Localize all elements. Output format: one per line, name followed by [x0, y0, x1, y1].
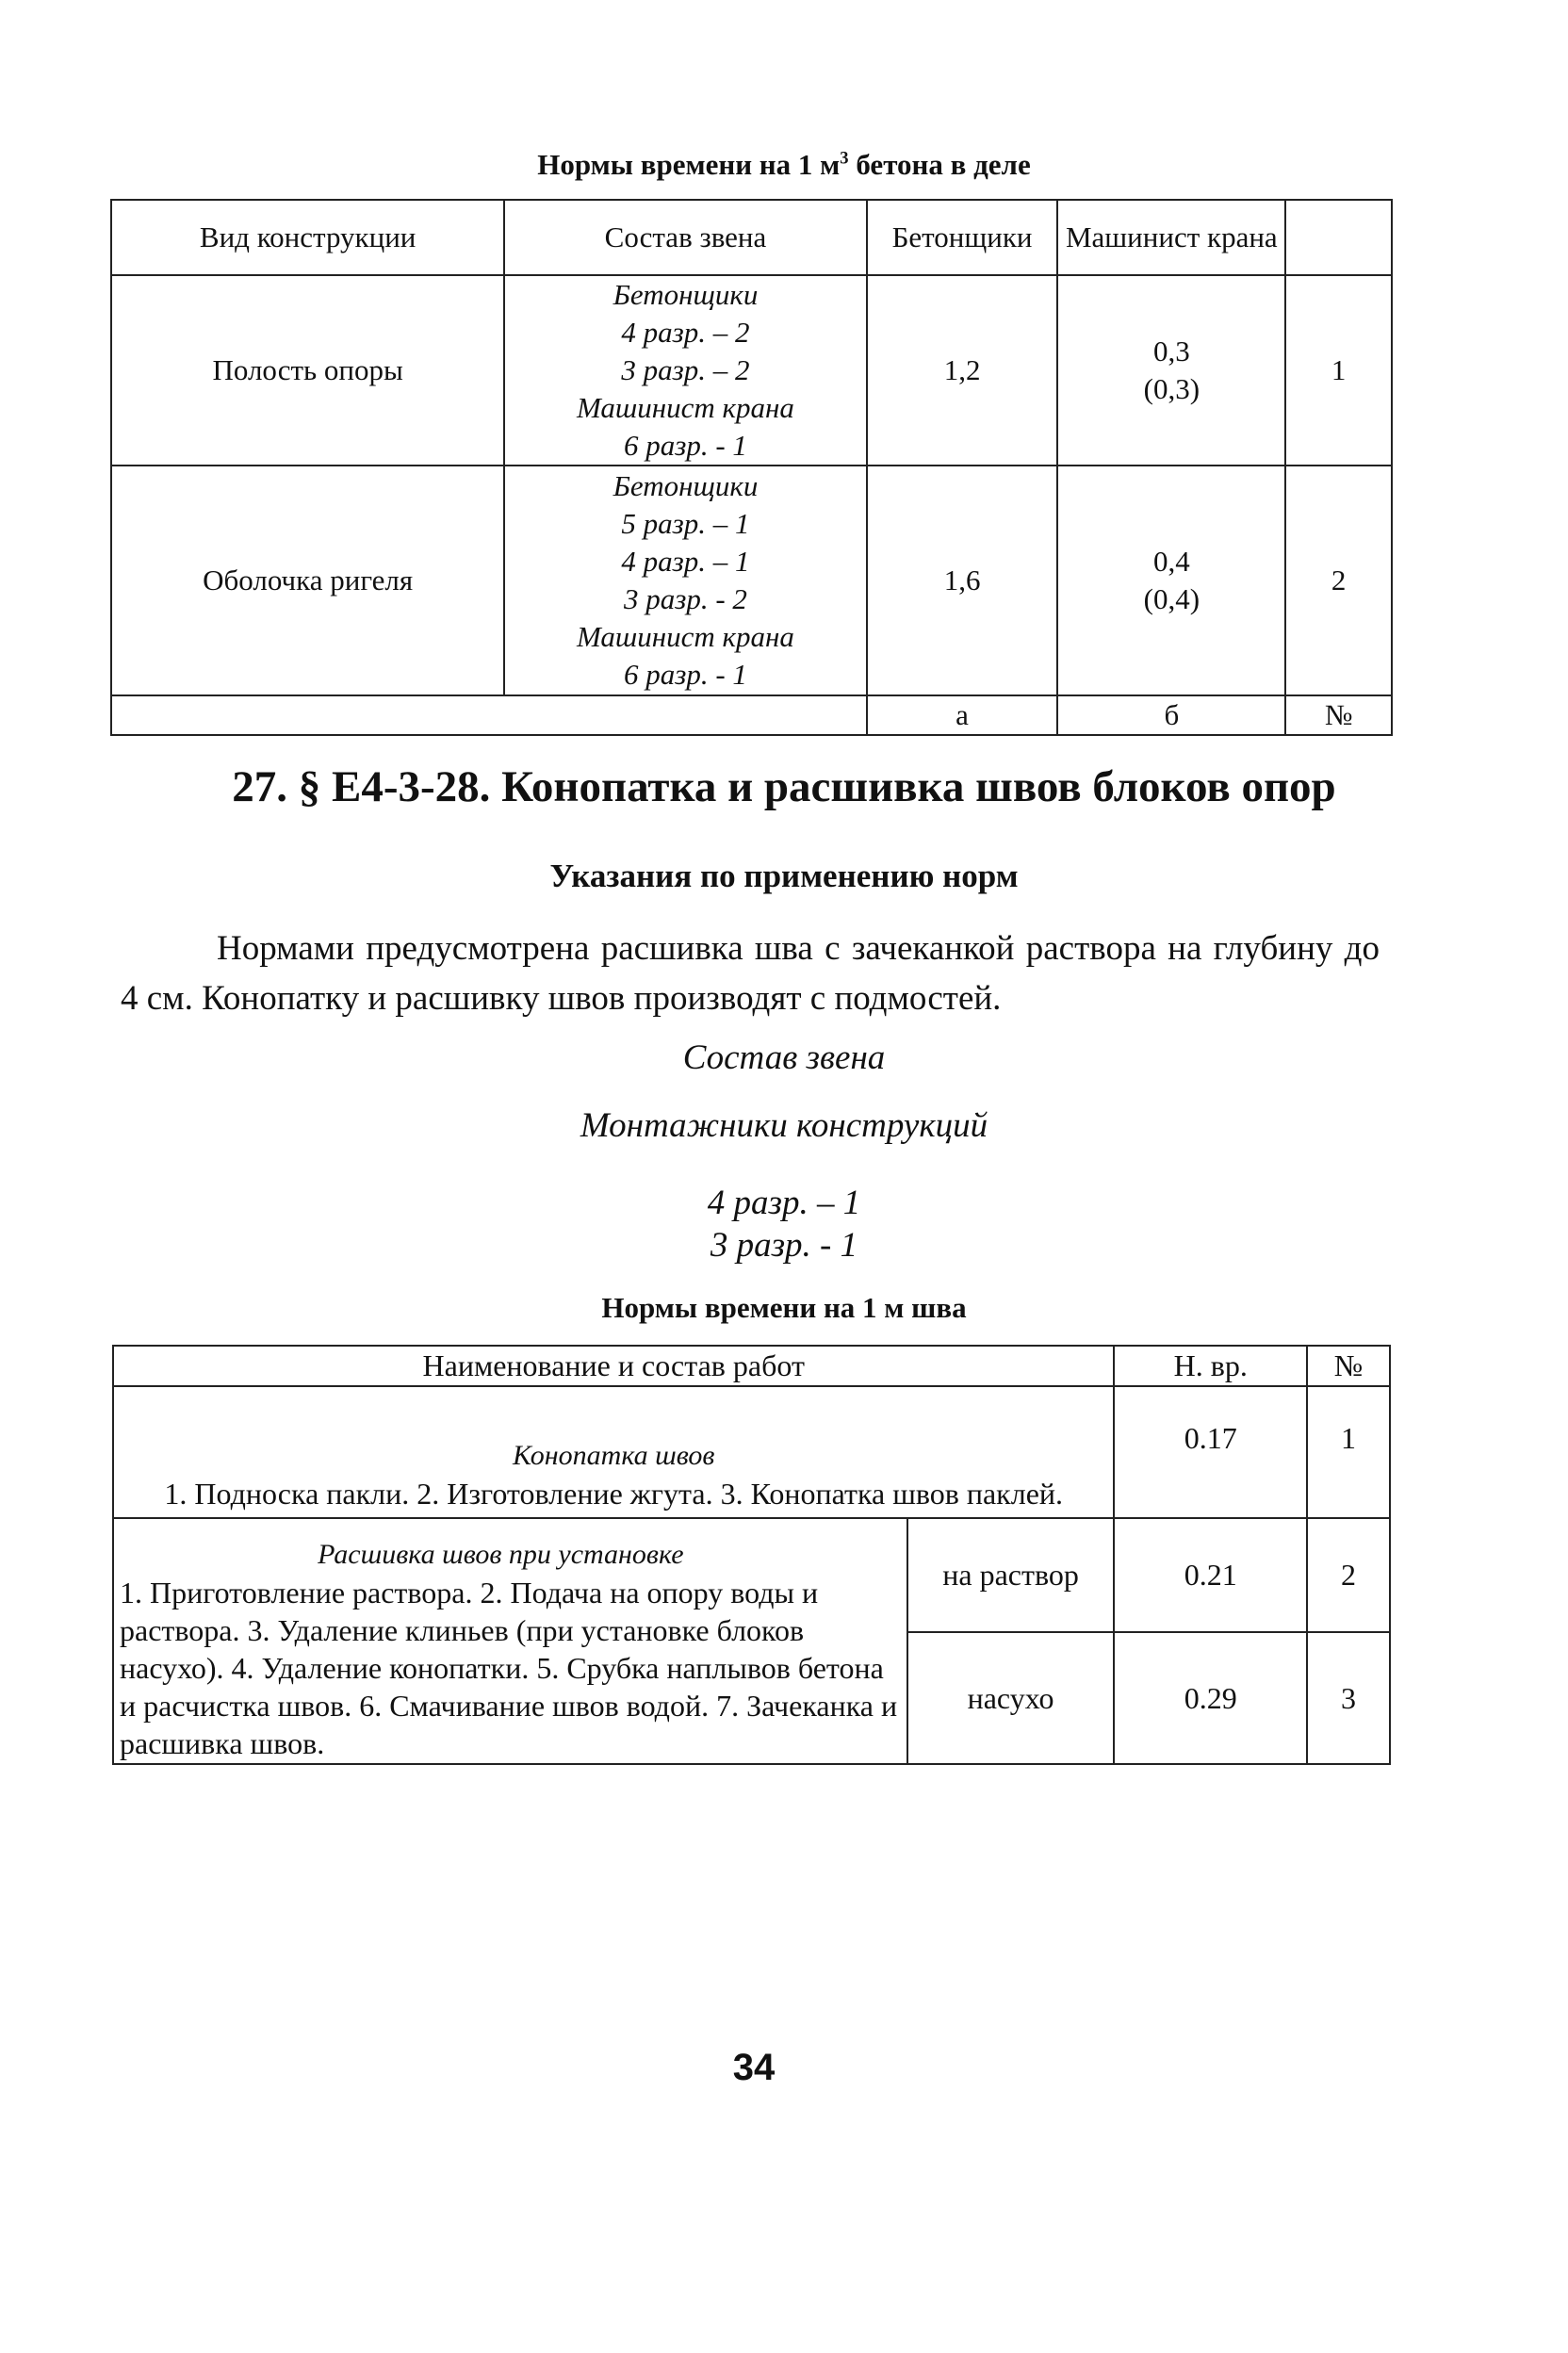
crew-line: 4 разр. – 1: [621, 545, 750, 578]
crane-operator-cell: [1057, 466, 1285, 695]
work-steps: 1. Подноска пакли. 2. Изготовление жгута. 3. Конопатка швов паклей.: [164, 1477, 1064, 1511]
time-norm-value: 0.29: [1114, 1632, 1307, 1764]
header-crew: Состав звена: [504, 200, 866, 275]
row-number: 2: [1285, 466, 1392, 695]
construction-cell: Полость опоры: [111, 275, 504, 466]
footer-label-number: №: [1285, 695, 1392, 735]
instructions-paragraph: [121, 923, 1380, 1023]
crew-title: Состав звена: [682, 1038, 886, 1077]
header-concrete-workers: Бетонщики: [867, 200, 1058, 275]
crew-line: 6 разр. - 1: [624, 429, 747, 462]
work-title: Расшивка швов при установке: [318, 1539, 684, 1570]
table-footer-row: [111, 695, 1392, 735]
work-description-cell: [113, 1386, 1114, 1518]
crew-line: 5 разр. – 1: [621, 507, 750, 540]
crane-operator-cell: [1057, 275, 1285, 466]
table1-title: Нормы времени на 1 $м^3$ бетона в деле: [537, 148, 1031, 181]
crane-operator-paren-value: (0,4): [1143, 582, 1200, 615]
construction-cell: Оболочка ригеля: [111, 466, 504, 695]
crew-grade-line: 3 разр. - 1: [710, 1226, 858, 1265]
crew-line: 3 разр. - 2: [624, 582, 747, 615]
row-number: 3: [1307, 1632, 1390, 1764]
table-row: [111, 466, 1392, 695]
table-header-row: [113, 1346, 1390, 1386]
concrete-workers-value: 1,6: [867, 466, 1058, 695]
section-heading: 27. § Е4-3-28. Конопатка и расшивка швов блоков опор: [232, 762, 1336, 811]
crew-line: 3 разр. – 2: [621, 353, 750, 386]
time-norm-value: 0.17: [1114, 1386, 1307, 1518]
work-title: Конопатка швов: [513, 1440, 715, 1471]
crew-line: 6 разр. - 1: [624, 658, 747, 691]
crew-line: Машинист крана: [576, 391, 794, 424]
header-work-name: Наименование и состав работ: [113, 1346, 1114, 1386]
crane-operator-paren-value: (0,3): [1143, 372, 1200, 405]
row-number: 2: [1307, 1518, 1390, 1632]
footer-label-a: а: [867, 695, 1058, 735]
crew-line: Бетонщики: [612, 469, 759, 502]
table-row: [111, 275, 1392, 466]
crane-operator-value: 0,3: [1152, 335, 1190, 368]
section-subheading: Указания по применению норм: [549, 858, 1019, 894]
crew-cell: [504, 466, 866, 695]
norms-table-seams: [112, 1345, 1391, 1765]
crew-line: Машинист крана: [576, 620, 794, 653]
crew-grade-line: 4 разр. – 1: [707, 1184, 861, 1222]
table-header-row: [111, 200, 1392, 275]
table2-title: Нормы времени на 1 м шва: [601, 1291, 967, 1324]
table-row: [113, 1518, 1390, 1632]
header-construction-type: Вид конструкции: [111, 200, 504, 275]
page-number: 34: [732, 2047, 776, 2088]
header-number: №: [1307, 1346, 1390, 1386]
paragraph-text: Нормами предусмотрена расшивка шва с зачеканкой раствора на глубину до 4 см. Конопатку и расшивку швов производят с подмостей.: [121, 929, 1380, 1018]
crew-line: 4 разр. – 2: [621, 316, 750, 349]
work-steps: 1. Приготовление раствора. 2. Подача на опору воды и раствора. 3. Удаление клиньев (при установке блоков насухо). 4. Удаление конопатки. 5. Срубка наплывов бетона и расчистка швов. 6. Смачивание швов водой. 7. Зачеканка и расшивка швов.: [120, 1576, 898, 1760]
table-row: [113, 1386, 1390, 1518]
time-norm-value: 0.21: [1114, 1518, 1307, 1632]
footer-empty-cell: [111, 695, 867, 735]
row-number: 1: [1285, 275, 1392, 466]
norms-table-concrete: [110, 199, 1393, 736]
header-time-norm: Н. вр.: [1114, 1346, 1307, 1386]
variant-label: на раствор: [907, 1518, 1115, 1632]
header-crane-operator: Машинист крана: [1057, 200, 1285, 275]
footer-label-b: б: [1057, 695, 1285, 735]
crew-cell: [504, 275, 866, 466]
row-number: 1: [1307, 1386, 1390, 1518]
concrete-workers-value: 1,2: [867, 275, 1058, 466]
variant-label: насухо: [907, 1632, 1115, 1764]
header-number: [1285, 200, 1392, 275]
work-description-cell: [113, 1518, 907, 1764]
crew-role: Монтажники конструкций: [580, 1106, 988, 1145]
crew-line: Бетонщики: [612, 278, 759, 311]
crane-operator-value: 0,4: [1152, 545, 1190, 578]
